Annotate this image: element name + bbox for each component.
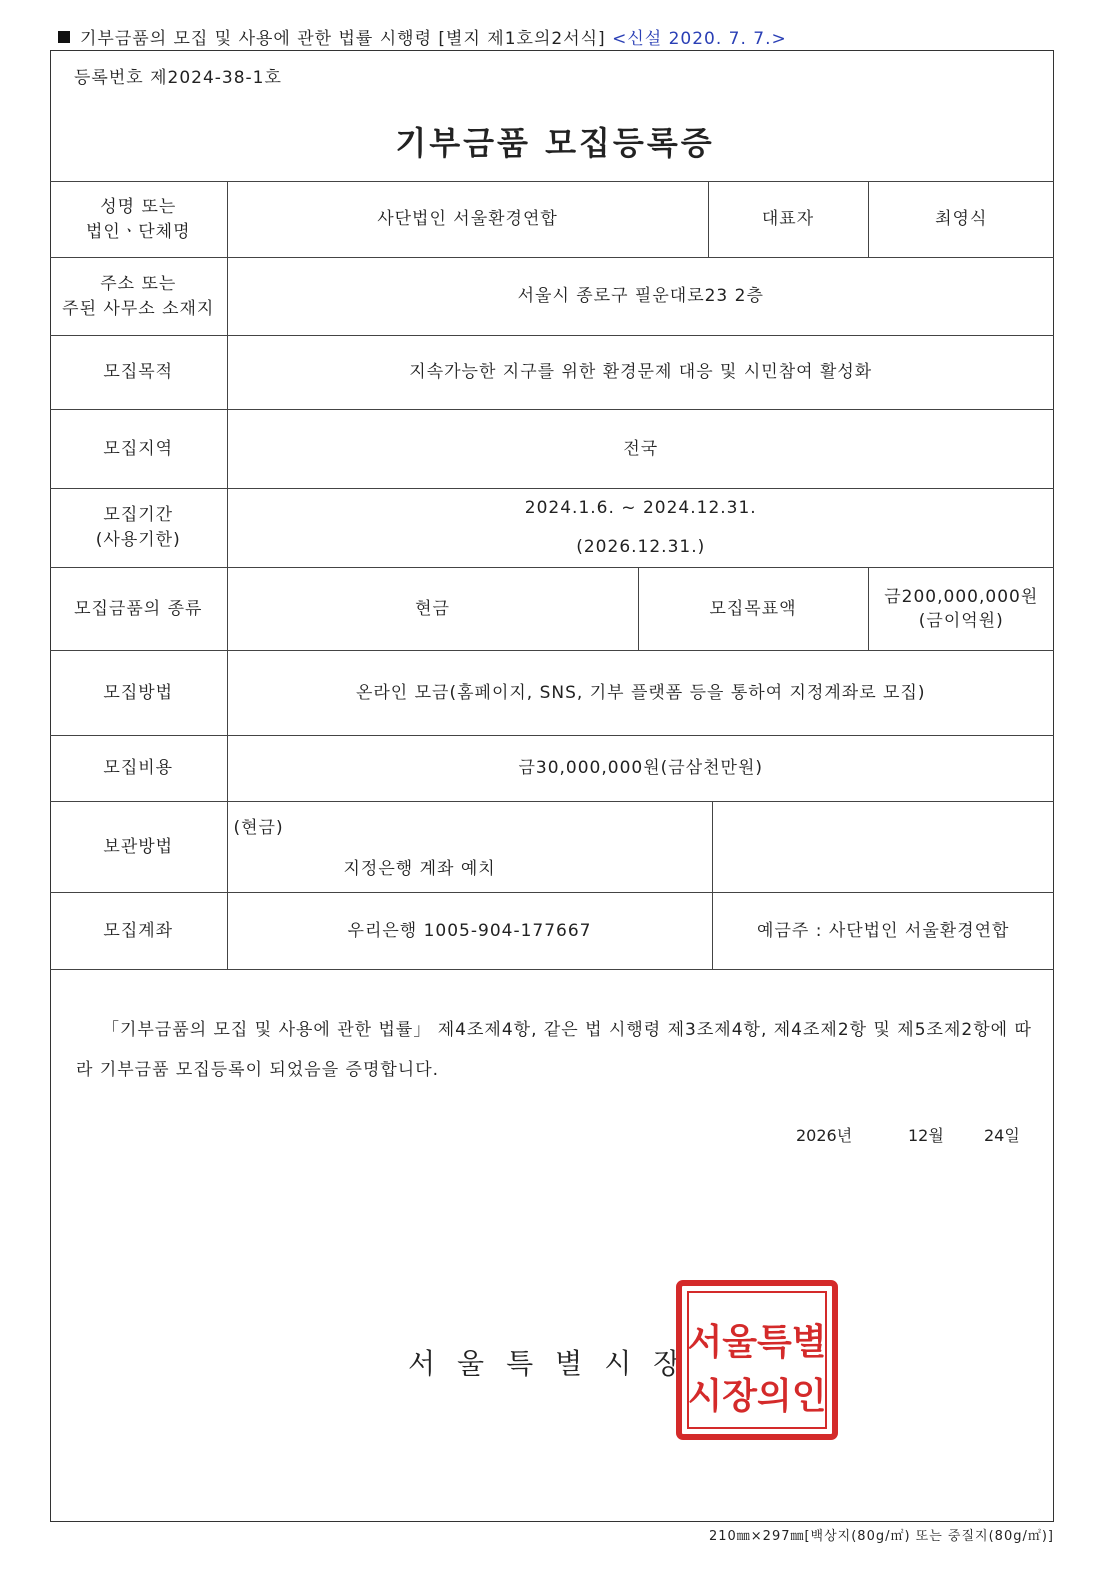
- issue-date-year: 2026년: [796, 1126, 853, 1145]
- form-reference-line: [58, 24, 787, 49]
- official-seal-stamp: [676, 1280, 838, 1440]
- cost-value: 금30,000,000원(금삼천만원): [227, 736, 1054, 802]
- row-purpose: [50, 336, 1054, 410]
- row-storage: [50, 802, 1054, 893]
- representative-label: 대표자: [708, 182, 868, 258]
- name-value: 사단법인 서울환경연합: [227, 182, 708, 258]
- region-value: 전국: [227, 410, 1054, 489]
- purpose-label: 모집목적: [50, 336, 227, 410]
- row-kind: [50, 568, 1054, 651]
- row-period: [50, 489, 1054, 568]
- issue-date-day: 24일: [984, 1126, 1020, 1145]
- issuer-name: 서울특별시장: [408, 1347, 703, 1380]
- kind-label: 모집금품의 종류: [50, 568, 227, 651]
- target-label: 모집목표액: [638, 568, 868, 651]
- row-account: [50, 893, 1054, 970]
- address-label: 주소 또는 주된 사무소 소재지: [50, 258, 227, 336]
- document-title: 기부금품 모집등록증: [395, 124, 715, 162]
- svg-text:시장의인: 시장의인: [687, 1376, 827, 1417]
- purpose-value: 지속가능한 지구를 위한 환경문제 대응 및 시민참여 활성화: [227, 336, 1054, 410]
- representative-value: 최영식: [868, 182, 1054, 258]
- revision-note: <신설 2020. 7. 7.>: [612, 29, 787, 49]
- method-value: 온라인 모금(홈페이지, SNS, 기부 플랫폼 등을 통하여 지정계좌로 모집): [227, 651, 1054, 736]
- form-reference: 기부금품의 모집 및 사용에 관한 법률 시행령 [별지 제1호의2서식]: [80, 29, 606, 49]
- row-name: [50, 182, 1054, 258]
- row-region: [50, 410, 1054, 489]
- row-address: [50, 258, 1054, 336]
- certification-text: 「기부금품의 모집 및 사용에 관한 법률」 제4조제4항, 같은 법 시행령 제3조제4항, 제4조제2항 및 제5조제2항에 따라 기부금품 모집등록이 되었음을 증명합니다.: [76, 1020, 1032, 1080]
- period-value: 2024.1.6. ~ 2024.12.31. (2026.12.31.): [227, 489, 1054, 568]
- issue-date-month: 12월: [908, 1126, 944, 1145]
- target-value: 금200,000,000원 (금이억원): [868, 568, 1054, 651]
- registration-number: 등록번호 제2024-38-1호: [74, 68, 282, 88]
- paper-spec: 210㎜×297㎜[백상지(80g/㎡) 또는 중질지(80g/㎡)]: [708, 1529, 1054, 1544]
- account-value: 우리은행 1005-904-177667: [227, 893, 712, 970]
- row-cost: [50, 736, 1054, 802]
- name-label: 성명 또는 법인ㆍ단체명: [50, 182, 227, 258]
- method-label: 모집방법: [50, 651, 227, 736]
- address-value: 서울시 종로구 필운대로23 2층: [227, 258, 1054, 336]
- cost-label: 모집비용: [50, 736, 227, 802]
- storage-empty-cell: [712, 802, 1054, 893]
- row-method: [50, 651, 1054, 736]
- kind-value: 현금: [227, 568, 638, 651]
- svg-text:서울특별: 서울특별: [687, 1322, 827, 1363]
- square-bullet-icon: [58, 31, 70, 43]
- account-holder: 예금주 : 사단법인 서울환경연합: [712, 893, 1054, 970]
- storage-label: 보관방법: [50, 802, 227, 893]
- account-label: 모집계좌: [50, 893, 227, 970]
- registration-table: [50, 181, 1054, 970]
- region-label: 모집지역: [50, 410, 227, 489]
- period-label: 모집기간 (사용기한): [50, 489, 227, 568]
- storage-value: (현금) 지정은행 계좌 예치: [227, 802, 712, 893]
